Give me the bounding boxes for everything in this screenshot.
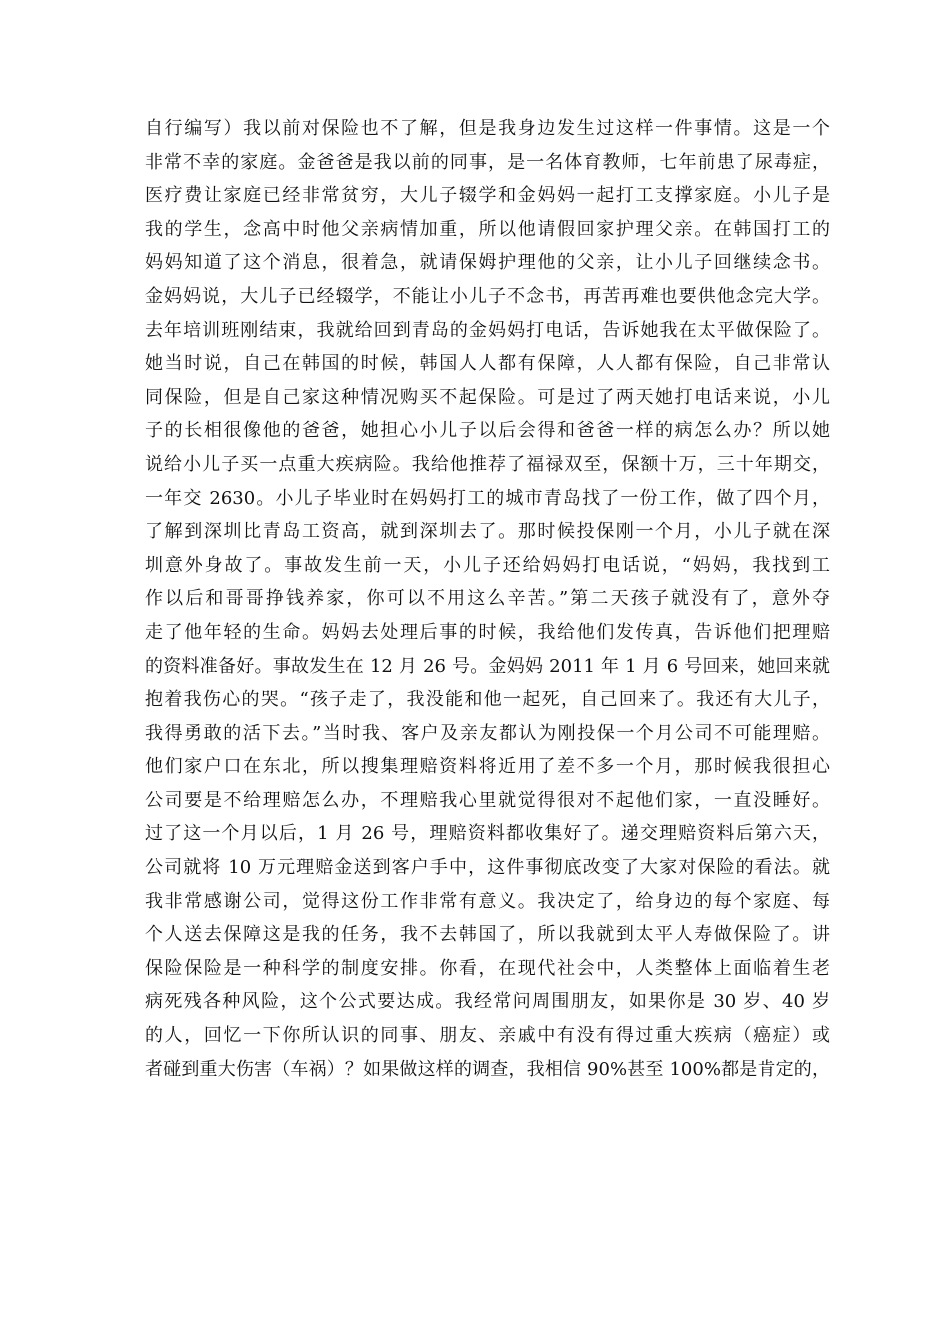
text-line-21: 公司要是不给理赔怎么办，不理赔我心里就觉得很对不起他们家，一直没睡好。 <box>145 789 830 811</box>
text-line-20: 他们家户口在东北，所以搜集理赔资料将近用了差不多一个月，那时候我很担心 <box>145 756 830 778</box>
text-line-26: 保险保险是一种科学的制度安排。你看，在现代社会中，人类整体上面临着生老 <box>145 957 830 979</box>
document-body-text <box>145 112 830 1086</box>
text-line-2: 非常不幸的家庭。金爸爸是我以前的同事，是一名体育教师，七年前患了尿毒症， <box>145 151 830 173</box>
text-line-15: 作以后和哥哥挣钱养家，你可以不用这么辛苦。”第二天孩子就没有了，意外夺 <box>145 588 830 610</box>
text-line-12: 一年交 2630。小儿子毕业时在妈妈打工的城市青岛找了一份工作，做了四个月， <box>145 487 830 509</box>
text-line-18: 抱着我伤心的哭。“孩子走了，我没能和他一起死，自己回来了。我还有大儿子， <box>145 689 830 711</box>
text-line-19: 我得勇敢的活下去。”当时我、客户及亲友都认为刚投保一个月公司不可能理赔。 <box>145 722 830 744</box>
text-line-29: 者碰到重大伤害（车祸）？如果做这样的调查，我相信 90%甚至 100%都是肯定的， <box>145 1058 830 1080</box>
text-line-7: 去年培训班刚结束，我就给回到青岛的金妈妈打电话，告诉她我在太平做保险了。 <box>145 319 830 341</box>
text-line-17: 的资料准备好。事故发生在 12 月 26 号。金妈妈 2011 年 1 月 6 号回来，她回来就 <box>145 655 830 677</box>
text-line-25: 个人送去保障这是我的任务，我不去韩国了，所以我就到太平人寿做保险了。讲 <box>145 924 830 946</box>
text-line-16: 走了他年轻的生命。妈妈去处理后事的时候，我给他们发传真，告诉他们把理赔 <box>145 621 830 643</box>
text-line-3: 医疗费让家庭已经非常贫穷，大儿子辍学和金妈妈一起打工支撑家庭。小儿子是 <box>145 185 830 207</box>
text-line-6: 金妈妈说，大儿子已经辍学，不能让小儿子不念书，再苦再难也要供他念完大学。 <box>145 285 830 307</box>
text-line-27: 病死残各种风险，这个公式要达成。我经常问周围朋友，如果你是 30 岁、40 岁 <box>145 991 830 1013</box>
text-line-5: 妈妈知道了这个消息，很着急，就请保姆护理他的父亲，让小儿子回继续念书。 <box>145 252 830 274</box>
text-line-14: 圳意外身故了。事故发生前一天，小儿子还给妈妈打电话说，“妈妈，我找到工 <box>145 554 830 576</box>
text-line-23: 公司就将 10 万元理赔金送到客户手中，这件事彻底改变了大家对保险的看法。就 <box>145 857 830 879</box>
text-line-10: 子的长相很像他的爸爸，她担心小儿子以后会得和爸爸一样的病怎么办？所以她 <box>145 420 830 442</box>
text-line-24: 我非常感谢公司，觉得这份工作非常有意义。我决定了，给身边的每个家庭、每 <box>145 890 830 912</box>
text-line-22: 过了这一个月以后，1 月 26 号，理赔资料都收集好了。递交理赔资料后第六天， <box>145 823 830 845</box>
text-line-1: 自行编写）我以前对保险也不了解，但是我身边发生过这样一件事情。这是一个 <box>145 118 830 139</box>
text-line-9: 同保险，但是自己家这种情况购买不起保险。可是过了两天她打电话来说，小儿 <box>145 386 830 408</box>
text-line-13: 了解到深圳比青岛工资高，就到深圳去了。那时候投保刚一个月，小儿子就在深 <box>145 521 830 543</box>
text-line-28: 的人，回忆一下你所认识的同事、朋友、亲戚中有没有得过重大疾病（癌症）或 <box>145 1025 830 1047</box>
text-line-8: 她当时说，自己在韩国的时候，韩国人人都有保障，人人都有保险，自己非常认 <box>145 353 830 375</box>
text-line-11: 说给小儿子买一点重大疾病险。我给他推荐了福禄双至，保额十万，三十年期交， <box>145 453 830 475</box>
text-line-4: 我的学生，念高中时他父亲病情加重，所以他请假回家护理父亲。在韩国打工的 <box>145 218 830 240</box>
